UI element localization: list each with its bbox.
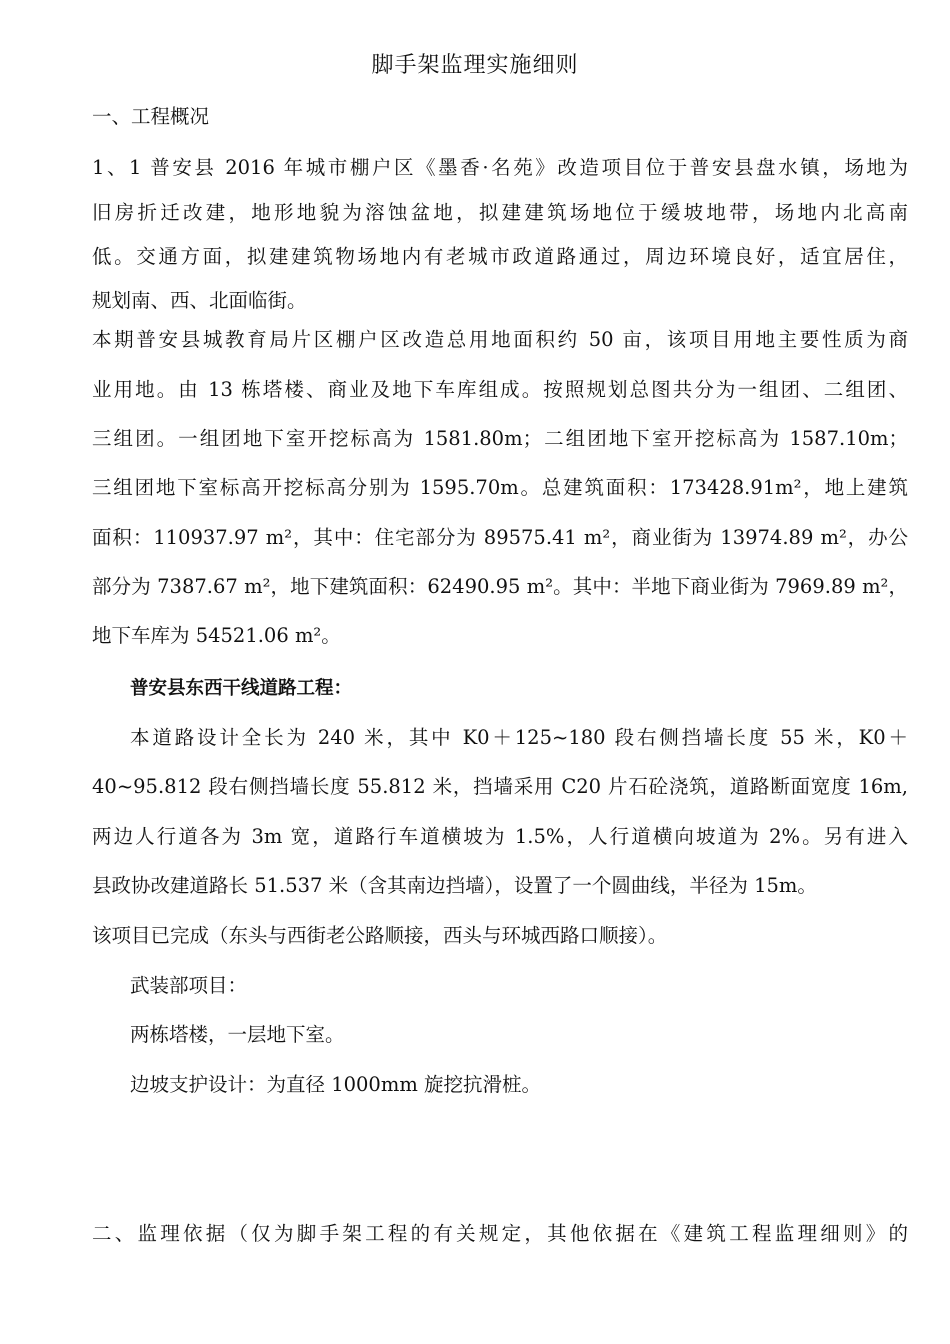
section-heading-overview: 一、工程概况 (92, 105, 210, 128)
paragraph-line: 本期普安县城教育局片区棚户区改造总用地面积约 50 亩，该项目用地主要性质为商 (92, 328, 908, 351)
paragraph-line: 低。交通方面，拟建建筑物场地内有老城市政道路通过，周边环境良好，适宜居住， (92, 245, 908, 268)
paragraph-line: 地下车库为 54521.06 m²。 (92, 624, 341, 647)
document-title: 脚手架监理实施细则 (371, 53, 579, 78)
paragraph-line: 两栋塔楼，一层地下室。 (130, 1023, 345, 1046)
paragraph-line: 两边人行道各为 3m 宽，道路行车道横坡为 1.5%，人行道横向坡道为 2%。另有进入 (92, 825, 908, 848)
paragraph-line: 1、1 普安县 2016 年城市棚户区《墨香·名苑》改造项目位于普安县盘水镇，场地为 (92, 156, 908, 179)
armed-project-heading: 武装部项目： (130, 974, 248, 997)
paragraph-line: 该项目已完成（东头与西街老公路顺接，西头与环城西路口顺接）。 (92, 924, 668, 947)
paragraph-line: 三组团。一组团地下室开挖标高为 1581.80m；二组团地下室开挖标高为 1587.10m； (92, 427, 908, 450)
road-project-heading: 普安县东西干线道路工程： (130, 678, 353, 699)
paragraph-line: 三组团地下室标高开挖标高分别为 1595.70m。总建筑面积：173428.91m²，地上建筑 (92, 476, 908, 499)
paragraph-line: 本道路设计全长为 240 米，其中 K0＋125~180 段右侧挡墙长度 55 米，K0＋ (130, 726, 908, 749)
paragraph-line: 边坡支护设计：为直径 1000mm 旋挖抗滑桩。 (130, 1073, 542, 1096)
paragraph-line: 规划南、西、北面临街。 (92, 289, 307, 312)
paragraph-line: 旧房折迁改建，地形地貌为溶蚀盆地，拟建建筑场地位于缓坡地带，场地内北高南 (92, 201, 908, 224)
paragraph-line: 部分为 7387.67 m²，地下建筑面积：62490.95 m²。其中：半地下商业街为 7969.89 m²， (92, 575, 908, 598)
paragraph-line: 40~95.812 段右侧挡墙长度 55.812 米，挡墙采用 C20 片石砼浇筑，道路断面宽度 16m, (92, 775, 908, 798)
paragraph-line: 业用地。由 13 栋塔楼、商业及地下车库组成。按照规划总图共分为一组团、二组团、 (92, 378, 908, 401)
paragraph-line: 县政协改建道路长 51.537 米（含其南边挡墙），设置了一个圆曲线，半径为 15m。 (92, 874, 817, 897)
section-heading-basis: 二、监理依据（仅为脚手架工程的有关规定，其他依据在《建筑工程监理细则》的 (92, 1222, 908, 1245)
paragraph-line: 面积：110937.97 m²，其中：住宅部分为 89575.41 m²，商业街为 13974.89 m²，办公 (92, 526, 908, 549)
